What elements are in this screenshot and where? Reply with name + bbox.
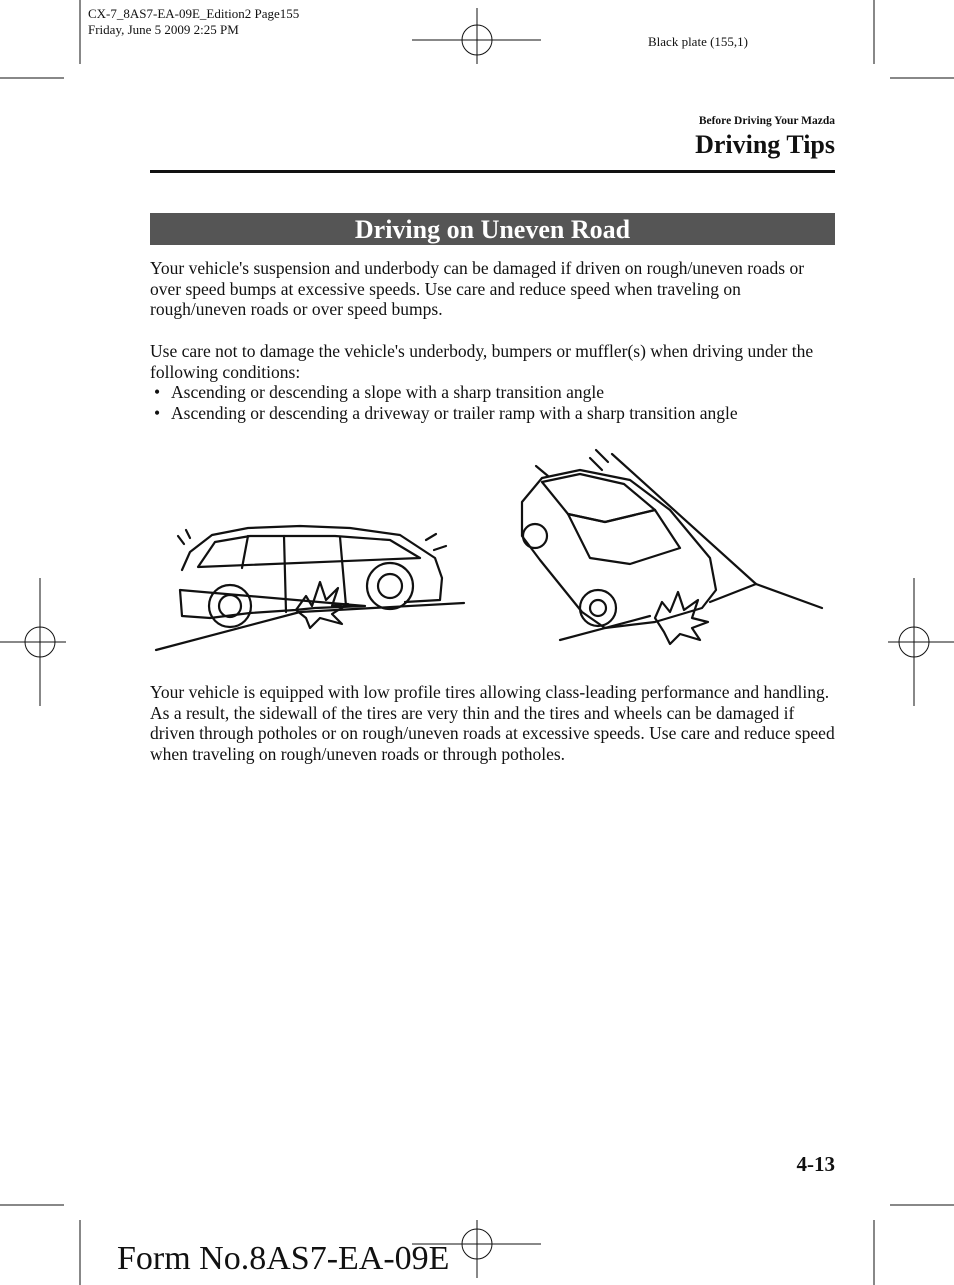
bullet-icon: •: [154, 382, 161, 402]
page-number: 4-13: [796, 1152, 835, 1176]
header-rule: [150, 170, 835, 173]
chapter-title: Driving Tips: [695, 130, 835, 159]
list-item: [150, 382, 838, 403]
condition-list: [150, 382, 838, 423]
paragraph-low-profile-tires: Your vehicle is equipped with low profile tires allowing class-leading performance and handling. As a result, the sidewall of the tires are very thin and the tires and wheels can be damaged if driven through potholes or on rough/uneven roads at excessive speeds. Use care and reduce speed when traveling on rough/uneven roads or through potholes.: [150, 682, 835, 764]
registration-mark-right: [888, 578, 954, 706]
paragraph-suspension: Your vehicle's suspension and underbody can be damaged if driven on rough/uneven roads or over speed bumps at excessive speeds. Use care and reduce speed when traveling on rough/uneven roads or over speed bumps.: [150, 258, 805, 319]
paragraph-underbody: Use care not to damage the vehicle's underbody, bumpers or muffler(s) when driving under the following conditions:: [150, 341, 814, 382]
plate-label: Black plate (155,1): [648, 34, 748, 49]
section-title: Before Driving Your Mazda: [698, 115, 835, 127]
car-side-view-drawing: [156, 526, 464, 650]
list-item: [150, 403, 838, 424]
car-front-view-drawing: [522, 450, 822, 644]
print-meta-date: Friday, June 5 2009 2:25 PM: [88, 22, 239, 37]
list-item-text: Ascending or descending a slope with a sharp transition angle: [171, 382, 605, 402]
list-item-text: Ascending or descending a driveway or trailer ramp with a sharp transition angle: [171, 402, 738, 423]
uneven-road-illustration: [150, 440, 830, 660]
form-number: Form No.8AS7-EA-09E: [117, 1240, 450, 1277]
print-metadata: [88, 6, 299, 38]
registration-mark-left: [0, 578, 66, 706]
bullet-icon: •: [154, 402, 161, 423]
print-meta-file: CX-7_8AS7-EA-09E_Edition2 Page155: [88, 6, 300, 21]
topic-banner: Driving on Uneven Road: [150, 213, 835, 245]
registration-mark-top: [412, 8, 541, 64]
